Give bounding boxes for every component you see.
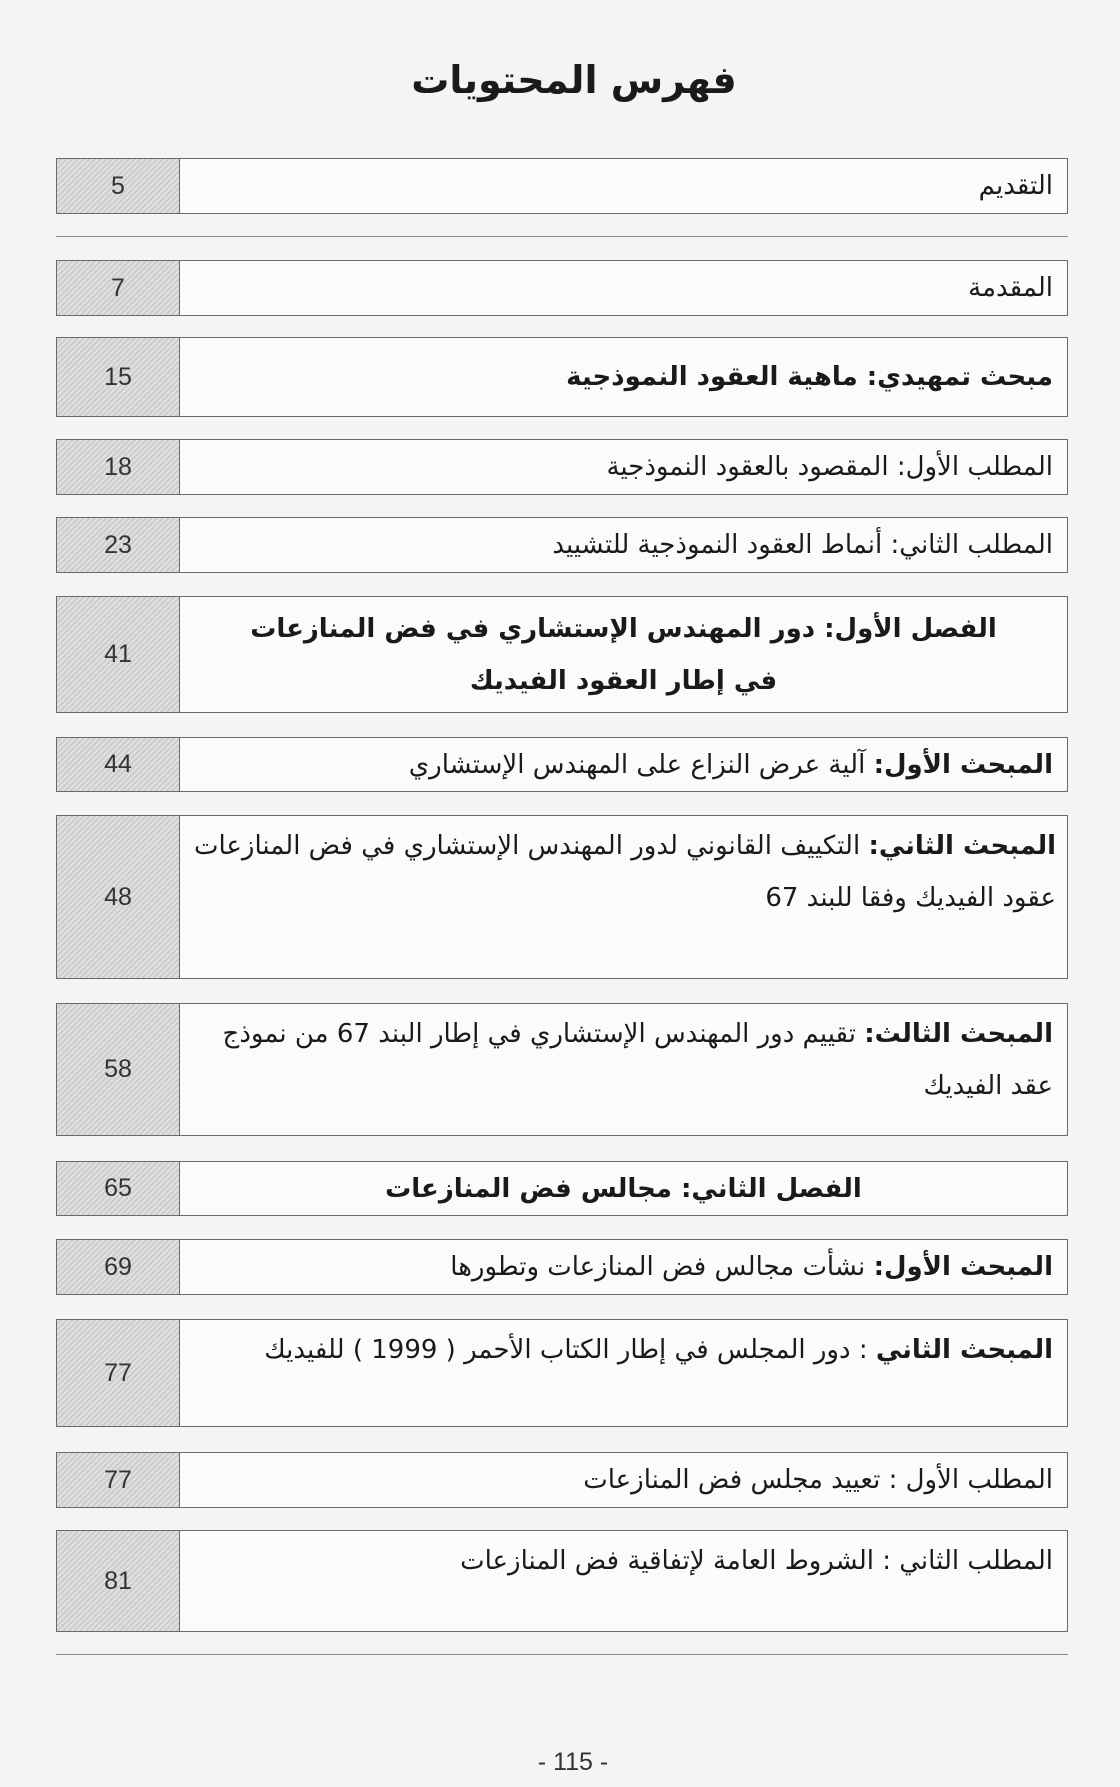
toc-row-chapter-2-requirement-1[interactable]: [56, 1452, 1068, 1508]
page-number: 69: [57, 1240, 180, 1294]
toc-row-introduction-preface[interactable]: [56, 158, 1068, 214]
entry-title: التقديم: [978, 171, 1053, 201]
entry-title: المطلب الثاني : الشروط العامة لإتفاقية فض المنازعات: [460, 1546, 1053, 1576]
page-number: 48: [57, 816, 180, 978]
section-label: المبحث الأول:: [873, 1252, 1053, 1282]
page-number: 44: [57, 738, 180, 791]
toc-row-introduction[interactable]: [56, 260, 1068, 316]
section-label: المبحث الأول:: [873, 749, 1053, 780]
toc-row-preliminary-section[interactable]: [56, 337, 1068, 417]
entry-title: الفصل الثاني: مجالس فض المنازعات: [385, 1173, 862, 1204]
toc-row-chapter-1-section-1[interactable]: [56, 737, 1068, 792]
entry-title: المبحث الثالث: تقييم دور المهندس الإستشاري في إطار البند 67 من نموذج عقد الفيديك: [222, 1019, 1053, 1101]
toc-row-requirement-1[interactable]: [56, 439, 1068, 495]
divider-line: [56, 236, 1068, 237]
page-number: 81: [57, 1531, 180, 1631]
page-number: 41: [57, 597, 180, 712]
toc-row-chapter-2-section-2[interactable]: [56, 1319, 1068, 1427]
entry-title: المطلب الثاني: أنماط العقود النموذجية للتشييد: [552, 530, 1053, 560]
entry-title: المطلب الأول: المقصود بالعقود النموذجية: [606, 452, 1053, 482]
entry-title: المبحث الثاني: التكييف القانوني لدور المهندس الإستشاري في فض المنازعات عقود الفيديك وفقا للبند 67: [194, 831, 1057, 913]
entry-title: مبحث تمهيدي: ماهية العقود النموذجية: [566, 362, 1053, 392]
entry-title: الفصل الأول: دور المهندس الإستشاري في فض المنازعات في إطار العقود الفيديك: [250, 613, 997, 696]
page-number: 18: [57, 440, 180, 494]
page-number: 58: [57, 1004, 180, 1135]
page-number: 77: [57, 1453, 180, 1507]
entry-title: المقدمة: [968, 273, 1053, 303]
toc-row-chapter-1-section-2[interactable]: [56, 815, 1068, 979]
toc-row-requirement-2[interactable]: [56, 517, 1068, 573]
toc-row-chapter-1[interactable]: [56, 596, 1068, 713]
toc-row-chapter-1-section-3[interactable]: [56, 1003, 1068, 1136]
page-number: 65: [57, 1162, 180, 1215]
page-number: 5: [57, 159, 180, 213]
entry-title: المبحث الثاني : دور المجلس في إطار الكتاب الأحمر ( 1999 ) للفيديك: [264, 1335, 1053, 1365]
section-label: المبحث الثاني: [875, 1335, 1053, 1365]
toc-row-chapter-2[interactable]: [56, 1161, 1068, 1216]
toc-row-chapter-2-section-1[interactable]: [56, 1239, 1068, 1295]
toc-row-chapter-2-requirement-2[interactable]: [56, 1530, 1068, 1632]
divider-line: [56, 1654, 1068, 1655]
entry-title: المبحث الأول: آلية عرض النزاع على المهندس الإستشاري: [408, 749, 1053, 780]
page-title: فهرس المحتويات: [411, 58, 737, 102]
page-number: 77: [57, 1320, 180, 1426]
page-footer-number: - 115 -: [537, 1748, 609, 1776]
section-label: المبحث الثاني:: [868, 831, 1057, 861]
page-number: 23: [57, 518, 180, 572]
page-number: 15: [57, 338, 180, 416]
page-number: 7: [57, 261, 180, 315]
section-label: المبحث الثالث:: [864, 1019, 1053, 1049]
entry-title: المطلب الأول : تعييد مجلس فض المنازعات: [583, 1465, 1053, 1495]
entry-title: المبحث الأول: نشأت مجالس فض المنازعات وتطورها: [450, 1252, 1053, 1282]
